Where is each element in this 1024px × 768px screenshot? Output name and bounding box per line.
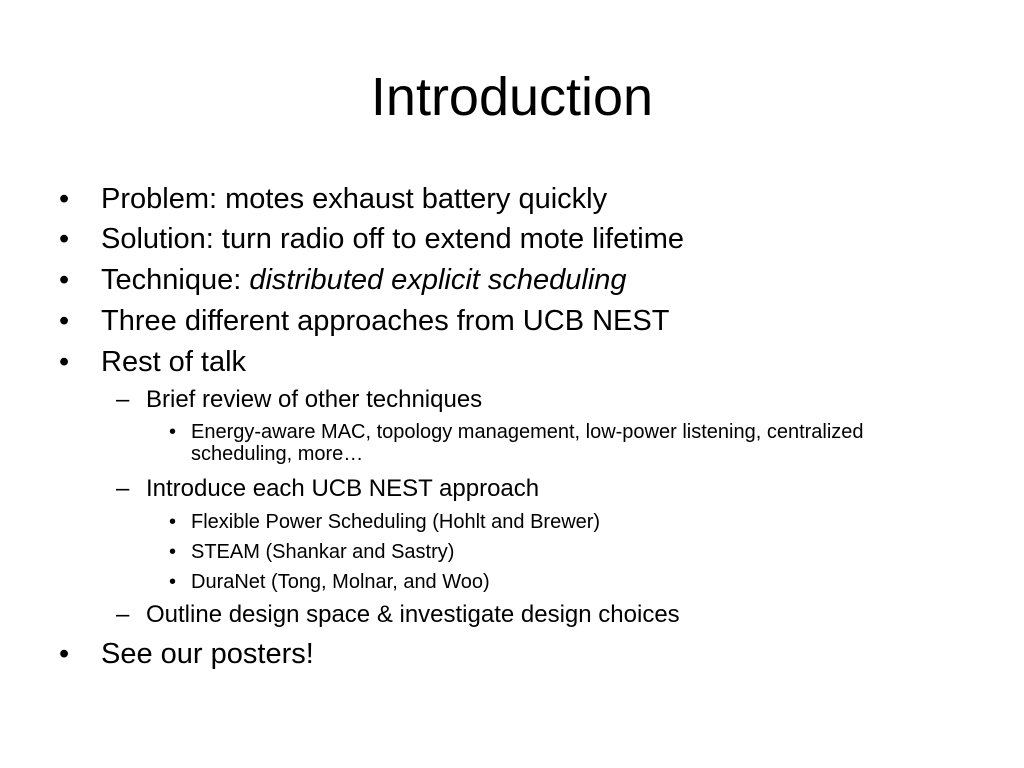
bullet-marker: • <box>169 511 177 533</box>
bullet-text: DuraNet (Tong, Molnar, and Woo) <box>191 571 490 593</box>
bullet-text: Three different approaches from UCB NEST <box>101 305 670 337</box>
sub-sub-bullet-steam <box>169 540 455 564</box>
bullet-text-italic: distributed explicit scheduling <box>249 264 627 296</box>
bullet-text: Introduce each UCB NEST approach <box>146 475 540 502</box>
bullet-marker: • <box>59 264 70 296</box>
bullet-rest-of-talk <box>59 345 247 379</box>
bullet-technique <box>59 263 627 297</box>
bullet-text: Brief review of other techniques <box>146 386 483 413</box>
sub-bullet-outline <box>116 601 680 629</box>
bullet-approaches <box>59 304 670 338</box>
bullet-problem <box>59 182 608 216</box>
bullet-text: See our posters! <box>101 638 314 670</box>
dash-marker: – <box>116 386 130 413</box>
bullet-marker: • <box>169 421 177 443</box>
bullet-text: Solution: turn radio off to extend mote lifetime <box>101 223 685 255</box>
bullet-marker: • <box>59 223 70 255</box>
bullet-text: Energy-aware MAC, topology management, low-power listening, centralized scheduling, more… <box>191 421 864 465</box>
sub-sub-bullet-duranet <box>169 570 490 594</box>
sub-bullet-review <box>116 386 483 414</box>
bullet-text: Rest of talk <box>101 346 247 378</box>
bullet-marker: • <box>59 346 70 378</box>
bullet-text: Flexible Power Scheduling (Hohlt and Brewer) <box>191 511 601 533</box>
dash-marker: – <box>116 601 130 628</box>
bullet-marker: • <box>59 638 70 670</box>
bullet-marker: • <box>59 305 70 337</box>
bullet-text: Outline design space & investigate design choices <box>146 601 680 628</box>
bullet-text-plain: Technique: <box>101 264 250 296</box>
sub-sub-bullet-fps <box>169 510 601 534</box>
bullet-text: Problem: motes exhaust battery quickly <box>101 183 608 215</box>
sub-sub-bullet-energy-aware <box>169 421 931 465</box>
bullet-text: STEAM (Shankar and Sastry) <box>191 541 455 563</box>
sub-bullet-introduce <box>116 475 540 503</box>
bullet-posters <box>59 637 314 671</box>
bullet-marker: • <box>169 571 177 593</box>
slide-title: Introduction <box>370 67 654 127</box>
bullet-solution <box>59 222 685 256</box>
bullet-marker: • <box>169 541 177 563</box>
bullet-marker: • <box>59 183 70 215</box>
dash-marker: – <box>116 475 130 502</box>
